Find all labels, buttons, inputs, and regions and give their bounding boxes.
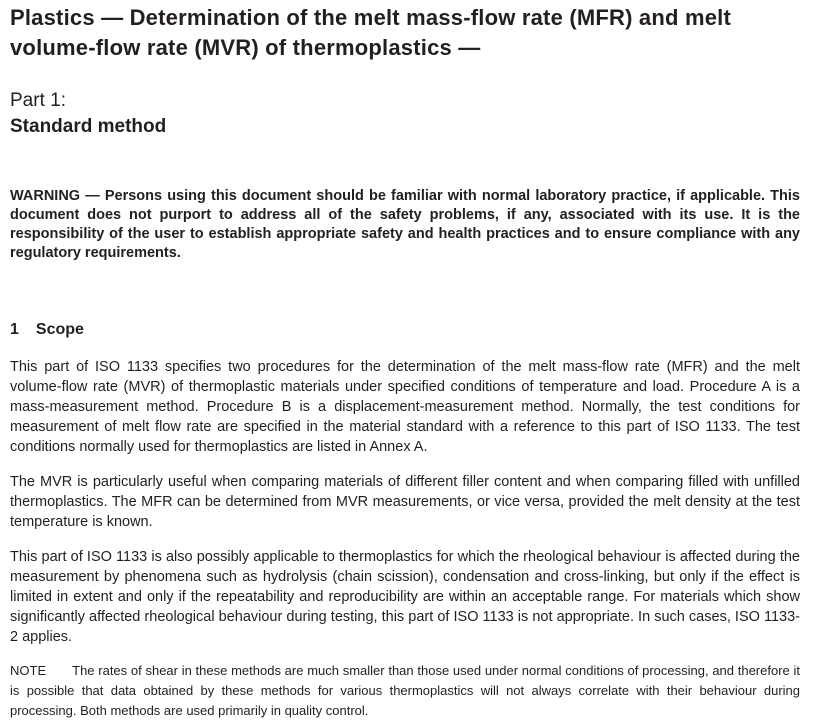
- document-title: Plastics — Determination of the melt mass-flow rate (MFR) and melt volume-flow rate (MVR) of thermoplastics —: [10, 5, 731, 60]
- scope-paragraph-3: This part of ISO 1133 is also possibly applicable to thermoplastics for which the rheological behaviour is affected during the measurement by phenomena such as hydrolysis (chain scission), condensation and cross-linking, but only if the effect is limited in extent and only if the repeatability and reproducibility are within an acceptable range. For materials which show significantly affected rheological behaviour during testing, this part of ISO 1133 is not appropriate. In such cases, ISO 1133-2 applies.: [10, 549, 800, 645]
- scope-paragraph-1: This part of ISO 1133 specifies two procedures for the determination of the melt mass-flow rate (MFR) and the melt volume-flow rate (MVR) of thermoplastic materials under specified conditions of temperature and load. Procedure A is a mass-measurement method. Procedure B is a displacement-measurement method. Normally, the test conditions for measurement of melt flow rate are specified in the material standard with a reference to this part of ISO 1133. The test conditions normally used for thermoplastics are listed in Annex A.: [10, 359, 800, 455]
- section-number: 1: [10, 321, 19, 338]
- note-text: The rates of shear in these methods are much smaller than those used under normal conditions of processing, and therefore it is possible that data obtained by these methods for various thermoplastics will not always correlate with their behaviour during processing. Both methods are used primarily in quality control.: [10, 663, 800, 718]
- warning-paragraph: WARNING — Persons using this document should be familiar with normal laboratory practice, if applicable. This document does not purport to address all of the safety problems, if any, associated with its use. It is the responsibility of the user to establish appropriate safety and health practices and to ensure compliance with any regulatory requirements.: [10, 188, 800, 261]
- section-heading-scope: [10, 319, 800, 341]
- part-number-label: Part 1:: [10, 90, 66, 111]
- part-title: Standard method: [10, 116, 167, 137]
- scope-paragraph-2: The MVR is particularly useful when comparing materials of different filler content and when comparing filled with unfilled thermoplastics. The MFR can be determined from MVR measurements, or vice versa, provided the melt density at the test temperature is known.: [10, 474, 800, 530]
- note-label: NOTE: [10, 663, 47, 678]
- section-title: Scope: [35, 321, 84, 338]
- note-paragraph: [10, 661, 800, 721]
- part-block: [10, 88, 800, 140]
